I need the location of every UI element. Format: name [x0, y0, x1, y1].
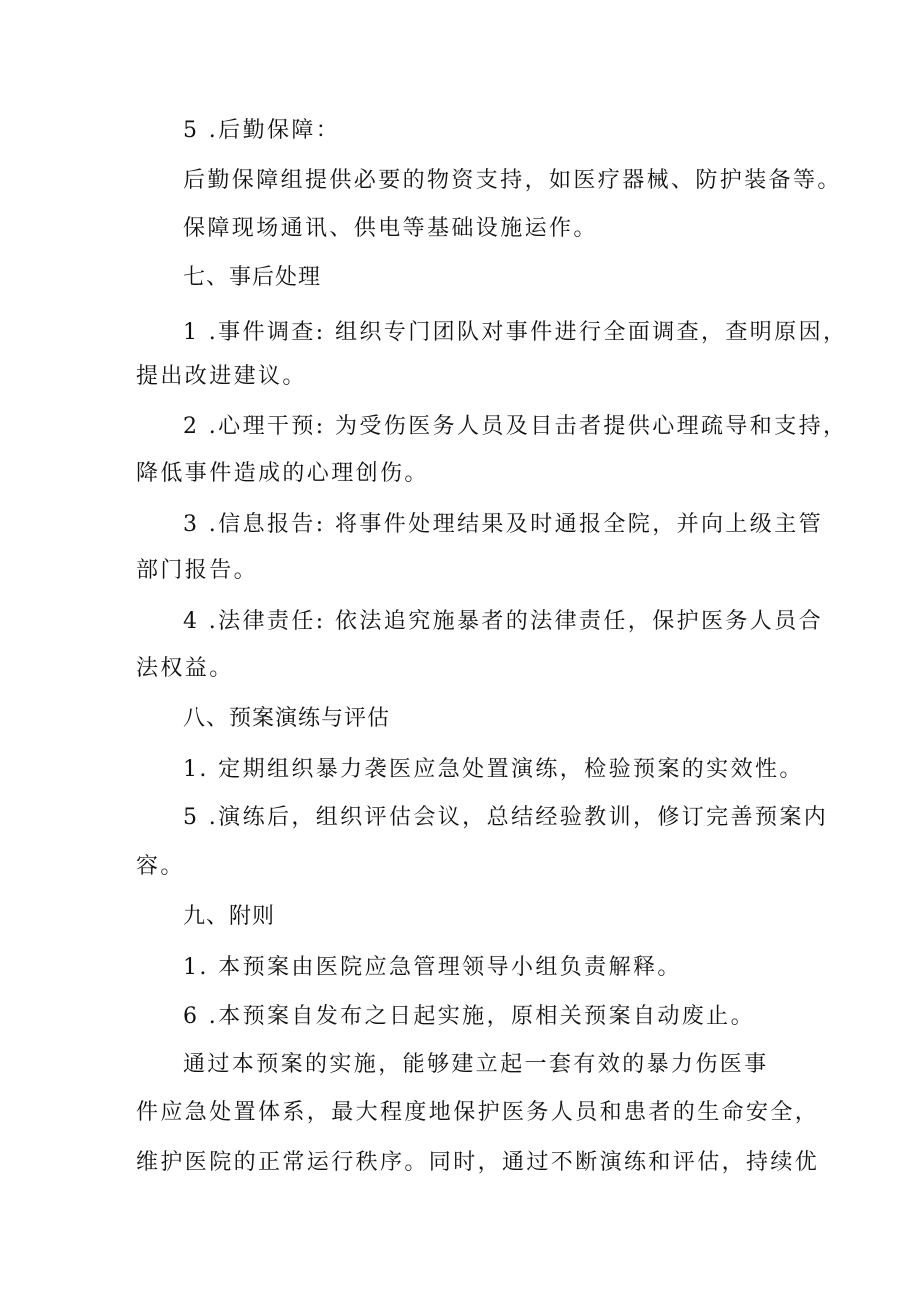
paragraph-line: 通过本预案的实施，能够建立起一套有效的暴力伤医事 — [183, 1052, 769, 1077]
paragraph-line: 降低事件造成的心理创伤。 — [136, 461, 429, 486]
item-5-evaluation: 5 .演练后，组织评估会议，总结经验教训，修订完善预案内 — [183, 805, 829, 830]
paragraph-line: 后勤保障组提供必要的物资支持，如医疗器械、防护装备等。 — [183, 168, 842, 193]
item-2-psychological: 2 .心理干预: 为受伤医务人员及目击者提供心理疏导和支持， — [183, 414, 848, 439]
paragraph-line: 维护医院的正常运行秩序。同时，通过不断演练和评估，持续优 — [136, 1150, 820, 1175]
section-heading-7: 七、事后处理 — [183, 265, 322, 290]
paragraph-line: 法权益。 — [136, 656, 234, 681]
item-1-interpretation: 1. 本预案由医院应急管理领导小组负责解释。 — [183, 955, 682, 980]
paragraph-line: 容。 — [136, 854, 185, 879]
section-heading-8: 八、预案演练与评估 — [183, 706, 391, 731]
item-4-legal: 4 .法律责任: 依法追究施暴者的法律责任，保护医务人员合 — [183, 609, 823, 634]
paragraph-line: 部门报告。 — [136, 558, 259, 583]
item-1-drill: 1. 定期组织暴力袭医应急处置演练，检验预案的实效性。 — [183, 757, 804, 782]
item-5-logistics: 5 .后勤保障： — [183, 118, 341, 143]
item-3-report: 3 .信息报告: 将事件处理结果及时通报全院，并向上级主管 — [183, 512, 823, 537]
paragraph-line: 件应急处置体系，最大程度地保护医务人员和患者的生命安全， — [136, 1100, 820, 1125]
paragraph-line: 保障现场通讯、供电等基础设施运作。 — [183, 216, 598, 241]
paragraph-line: 提出改进建议。 — [136, 364, 307, 389]
item-6-effective: 6 .本预案自发布之日起实施，原相关预案自动废止。 — [183, 1004, 755, 1029]
item-1-investigation: 1 .事件调查: 组织专门团队对事件进行全面调查，查明原因， — [183, 320, 848, 345]
section-heading-9: 九、附则 — [183, 904, 276, 929]
